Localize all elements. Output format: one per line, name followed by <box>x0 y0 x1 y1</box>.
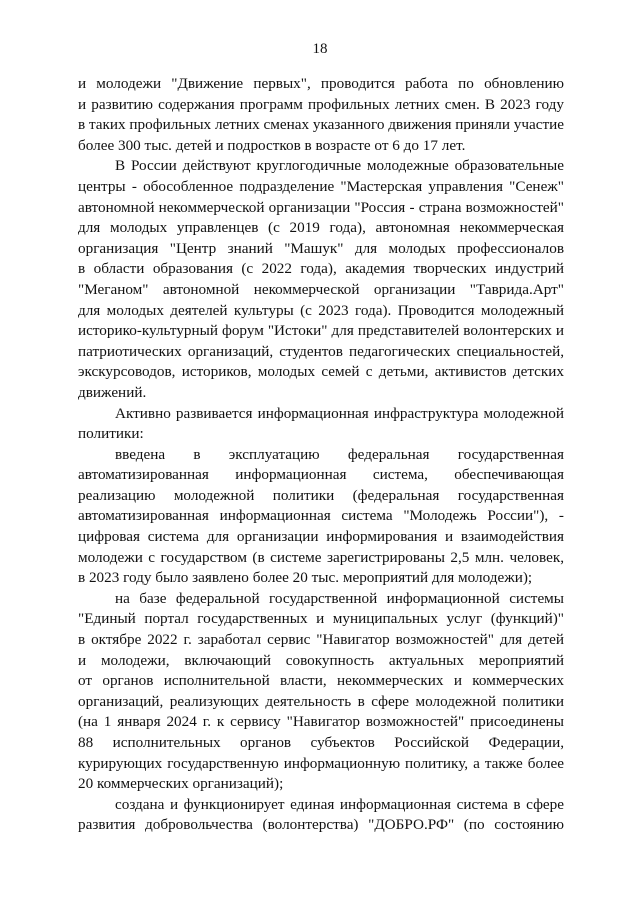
text-line: "Единый портал государственных и муниципальных услуг (функций)" <box>78 610 564 628</box>
text-line: "Меганом" автономной некоммерческой организации "Таврида.Арт" <box>78 280 564 298</box>
text-line: и развитию содержания программ профильных летних смен. В 2023 году <box>78 95 564 113</box>
text-line: реализацию молодежной политики (федеральная государственная <box>78 486 564 504</box>
text-line: политики: <box>78 425 144 443</box>
paragraph <box>78 445 564 589</box>
text-line: 20 коммерческих организаций); <box>78 775 284 793</box>
text-line: (на 1 января 2024 г. к сервису "Навигатор возможностей" присоединены <box>78 713 564 731</box>
text-line: от органов исполнительной власти, некоммерческих и коммерческих <box>78 672 564 690</box>
text-line: молодежи с государством (в системе зарегистрированы 2,5 млн. человек, <box>78 548 564 566</box>
text-line: движений. <box>78 383 147 401</box>
text-line: автоматизированная информационная система, обеспечивающая <box>78 466 564 484</box>
text-line: экскурсоводов, историков, молодых семей с детьми, активистов детских <box>78 363 564 381</box>
text-line: и молодежи "Движение первых", проводится работа по обновлению <box>78 75 564 92</box>
text-line: центры - обособленное подразделение "Мастерская управления "Сенеж" <box>78 177 564 195</box>
text-line: организаций, реализующих деятельность в сфере молодежной политики <box>78 692 564 710</box>
text-line: 88 исполнительных органов субъектов Российской Федерации, <box>78 734 564 751</box>
text-line: Активно развивается информационная инфраструктура молодежной <box>115 404 564 422</box>
text-line: создана и функционирует единая информационная система в сфере <box>115 795 564 813</box>
text-line: историко-культурный форум "Истоки" для представителей волонтерских и <box>78 322 564 340</box>
text-line: для молодых управленцев (с 2019 года), автономная некоммерческая <box>78 219 564 237</box>
text-line: в октябре 2022 г. заработал сервис "Навигатор возможностей" для детей <box>78 631 564 649</box>
text-line: В России действуют круглогодичные молодежные образовательные <box>115 157 564 175</box>
text-line: патриотических организаций, студентов педагогических специальностей, <box>78 342 564 360</box>
text-line: автономной некоммерческой организации "Россия - страна возможностей" <box>78 198 564 216</box>
text-line: в 2023 году было заявлено более 20 тыс. мероприятий для молодежи); <box>78 569 533 587</box>
text-line: введена в эксплуатацию федеральная государственная <box>115 445 564 463</box>
paragraph <box>78 404 564 445</box>
text-line: и молодежи, включающий совокупность актуальных мероприятий <box>78 651 564 669</box>
text-line: курирующих государственную информационную политику, а также более <box>78 754 564 772</box>
text-line: развития добровольчества (волонтерства) "ДОБРО.РФ" (по состоянию <box>78 816 564 834</box>
text-line: более 300 тыс. детей и подростков в возрасте от 6 до 17 лет. <box>78 136 466 154</box>
text-line: в области образования (с 2022 года), академия творческих индустрий <box>78 260 564 278</box>
text-line: автоматизированная информационная система "Молодежь России"), - <box>78 507 564 525</box>
document-body <box>78 74 564 836</box>
paragraph <box>78 795 564 836</box>
text-line: на базе федеральной государственной информационной системы <box>115 589 564 607</box>
page-number: 18 <box>312 41 328 57</box>
paragraph <box>78 156 564 403</box>
text-line: организация "Центр знаний "Машук" для молодых профессионалов <box>78 239 564 257</box>
text-line: цифровая система для организации информирования и взаимодействия <box>78 528 564 546</box>
text-line: в таких профильных летних сменах указанного движения приняли участие <box>78 116 564 134</box>
paragraph <box>78 589 564 795</box>
text-line: для молодых деятелей культуры (с 2023 года). Проводится молодежный <box>78 301 564 319</box>
paragraph <box>78 74 564 156</box>
